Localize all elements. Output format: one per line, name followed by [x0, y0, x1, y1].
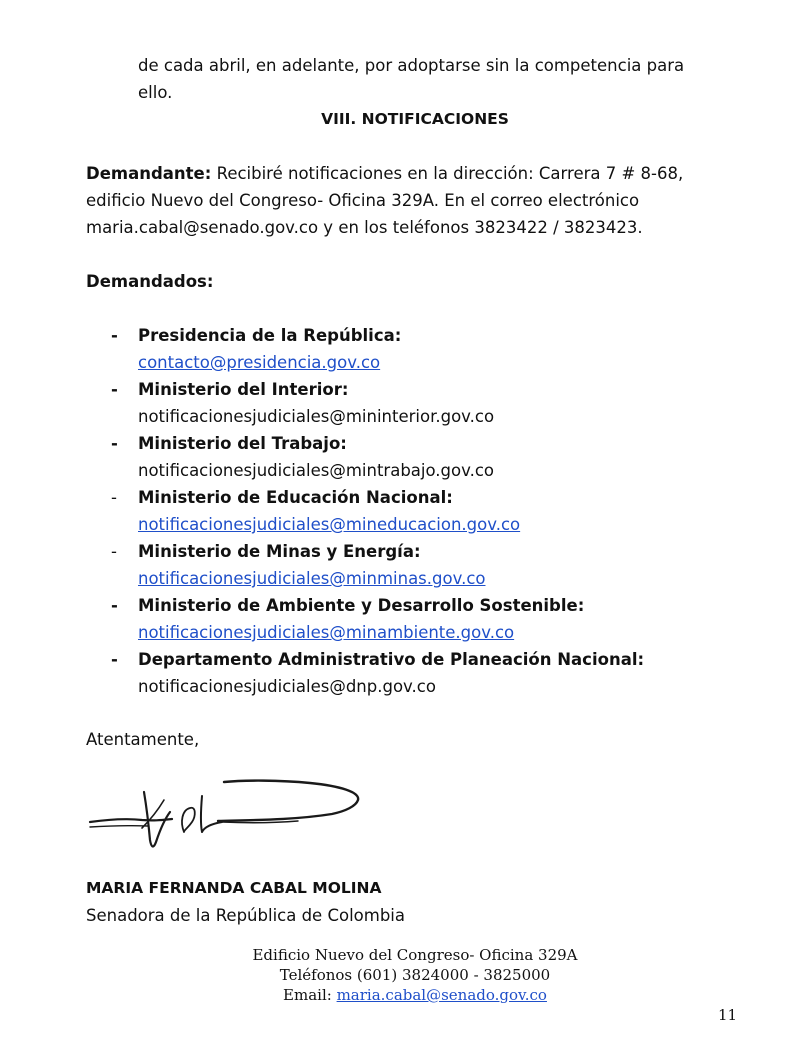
entity-name: Departamento Administrativo de Planeación Nacional: — [138, 650, 645, 669]
email-text: notificacionesjudiciales@dnp.gov.co — [138, 677, 436, 696]
list-item — [86, 592, 766, 646]
demandante-text-3: maria.cabal@senado.gov.co y en los teléfonos 3823422 / 3823423. — [86, 218, 643, 237]
bullet-dash: - — [111, 434, 118, 453]
email-text: notificacionesjudiciales@mintrabajo.gov.co — [138, 461, 494, 480]
signatory-title: Senadora de la República de Colombia — [86, 906, 405, 925]
list-item — [86, 538, 766, 592]
bullet-dash: - — [111, 380, 118, 399]
list-item — [86, 646, 766, 700]
section-heading: VIII. NOTIFICACIONES — [321, 110, 509, 128]
list-item — [86, 376, 766, 430]
bullet-dash: - — [111, 326, 118, 345]
footer-email-link[interactable]: maria.cabal@senado.gov.co — [336, 986, 547, 1004]
page-number: 11 — [718, 1006, 738, 1024]
email-text: notificacionesjudiciales@mininterior.gov.co — [138, 407, 495, 426]
entity-name: Ministerio de Ambiente y Desarrollo Sostenible: — [138, 596, 585, 615]
signatory-name: MARIA FERNANDA CABAL MOLINA — [86, 879, 382, 897]
footer-address: Edificio Nuevo del Congreso- Oficina 329A — [252, 946, 578, 964]
footer-phones: Teléfonos (601) 3824000 - 3825000 — [279, 966, 551, 984]
list-item — [86, 484, 766, 538]
bullet-dash: - — [111, 596, 118, 615]
demandados-list — [86, 322, 766, 700]
entity-name: Ministerio del Trabajo: — [138, 434, 347, 453]
email-link[interactable]: notificacionesjudiciales@minambiente.gov.co — [138, 623, 515, 642]
bullet-dash: - — [111, 488, 117, 507]
entity-name: Ministerio de Educación Nacional: — [138, 488, 453, 507]
demandante-line-1 — [86, 160, 743, 187]
demandante-label: Demandante: — [86, 164, 212, 183]
email-link[interactable]: contacto@presidencia.gov.co — [138, 353, 381, 372]
bullet-dash: - — [111, 650, 118, 669]
continuation-paragraph — [138, 52, 743, 106]
list-item — [86, 430, 766, 484]
handwritten-signature — [84, 770, 369, 860]
continuation-line-1: de cada abril, en adelante, por adoptarse sin la competencia para — [138, 56, 685, 75]
closing-salutation: Atentamente, — [86, 730, 200, 749]
demandados-label: Demandados: — [86, 272, 214, 291]
demandante-text-1: Recibiré notificaciones en la dirección: Carrera 7 # 8-68, — [216, 164, 684, 183]
footer-email-line — [230, 985, 600, 1005]
demandante-text-2: edificio Nuevo del Congreso- Oficina 329A. En el correo electrónico — [86, 191, 640, 210]
entity-name: Ministerio del Interior: — [138, 380, 349, 399]
email-link[interactable]: notificacionesjudiciales@mineducacion.gov.co — [138, 515, 521, 534]
list-item — [86, 322, 766, 376]
bullet-dash: - — [111, 542, 117, 561]
email-link[interactable]: notificacionesjudiciales@minminas.gov.co — [138, 569, 486, 588]
footer-email-label: Email: — [283, 986, 332, 1004]
demandante-paragraph — [86, 160, 743, 241]
continuation-line-2: ello. — [138, 83, 173, 102]
footer — [230, 945, 600, 1005]
entity-name: Ministerio de Minas y Energía: — [138, 542, 421, 561]
entity-name: Presidencia de la República: — [138, 326, 402, 345]
